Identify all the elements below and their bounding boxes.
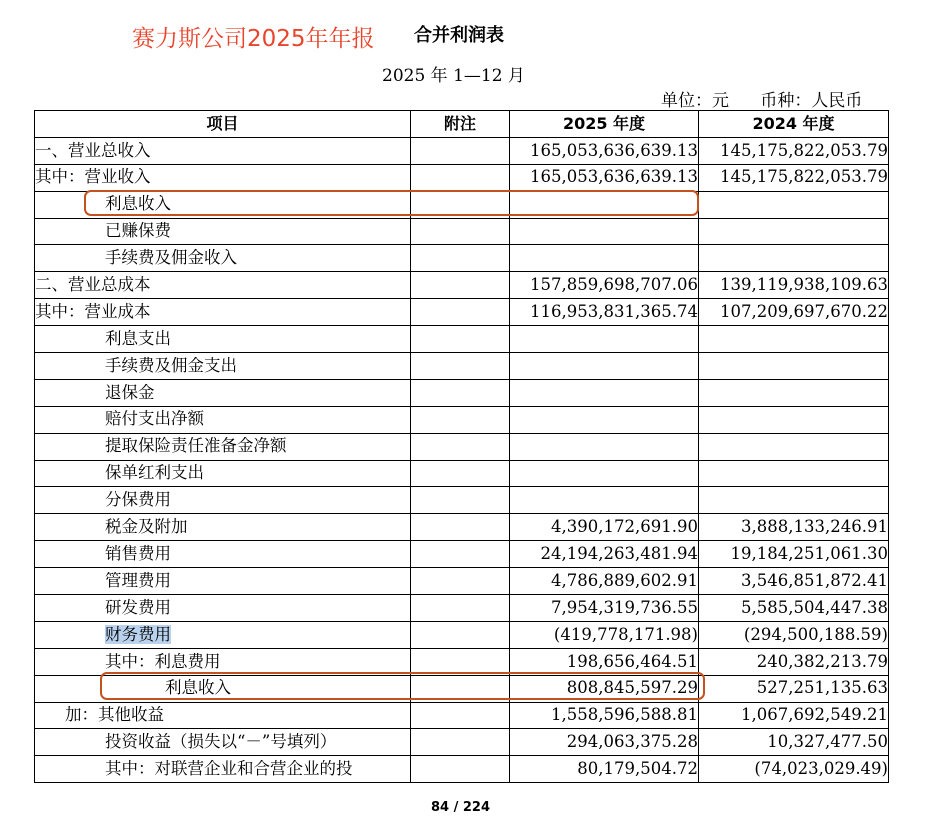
- row-value-2025: [510, 433, 699, 460]
- row-item: 二、营业总成本: [35, 272, 411, 299]
- row-value-2024: [699, 460, 889, 487]
- row-item: 利息收入: [35, 675, 411, 702]
- annotation-box-interest-income-bottom: [100, 672, 705, 700]
- table-row: [35, 514, 889, 541]
- row-value-2025: 808,845,597.29: [510, 675, 699, 702]
- row-value-2025: 294,063,375.28: [510, 729, 699, 756]
- table-row: [35, 756, 889, 783]
- row-item: 提取保险责任准备金净额: [35, 433, 411, 460]
- row-item: 其中：营业收入: [35, 164, 411, 191]
- row-value-2024: 240,382,213.79: [699, 648, 889, 675]
- row-value-2024: [699, 353, 889, 380]
- column-header-2024: 2024 年度: [699, 111, 889, 138]
- row-value-2024: [699, 379, 889, 406]
- table-row: [35, 137, 889, 164]
- row-note: [411, 137, 510, 164]
- row-note: [411, 433, 510, 460]
- row-value-2025: 4,786,889,602.91: [510, 568, 699, 595]
- page-indicator: 84 / 224: [431, 800, 491, 815]
- row-item: 投资收益（损失以“－”号填列）: [35, 729, 411, 756]
- row-value-2025: 157,859,698,707.06: [510, 272, 699, 299]
- row-note: [411, 729, 510, 756]
- row-value-2024: 19,184,251,061.30: [699, 541, 889, 568]
- row-item: 税金及附加: [35, 514, 411, 541]
- row-value-2024: [699, 406, 889, 433]
- table-row: [35, 568, 889, 595]
- row-item: 已赚保费: [35, 218, 411, 245]
- table-row: [35, 729, 889, 756]
- row-value-2025: [510, 406, 699, 433]
- table-row: [35, 299, 889, 326]
- row-value-2025: [510, 218, 699, 245]
- row-value-2025: [510, 460, 699, 487]
- row-item: 手续费及佣金支出: [35, 353, 411, 380]
- row-item: 加：其他收益: [35, 702, 411, 729]
- row-value-2024: 527,251,135.63: [699, 675, 889, 702]
- row-item: 利息支出: [35, 326, 411, 353]
- table-row: [35, 164, 889, 191]
- row-item: 利息收入: [35, 191, 411, 218]
- row-value-2024: 3,546,851,872.41: [699, 568, 889, 595]
- row-item: 保单红利支出: [35, 460, 411, 487]
- row-value-2024: [699, 487, 889, 514]
- row-note: [411, 245, 510, 272]
- row-value-2024: 1,067,692,549.21: [699, 702, 889, 729]
- row-note: [411, 460, 510, 487]
- row-value-2025: [510, 487, 699, 514]
- row-note: [411, 326, 510, 353]
- row-value-2024: 145,175,822,053.79: [699, 137, 889, 164]
- unit-currency-line: [661, 86, 866, 111]
- row-note: [411, 568, 510, 595]
- row-value-2025: [510, 379, 699, 406]
- row-value-2024: 10,327,477.50: [699, 729, 889, 756]
- row-item: 其中：营业成本: [35, 299, 411, 326]
- row-value-2025: [510, 245, 699, 272]
- row-note: [411, 164, 510, 191]
- row-value-2025: 165,053,636,639.13: [510, 137, 699, 164]
- row-item: 分保费用: [35, 487, 411, 514]
- table-row: [35, 702, 889, 729]
- row-note: [411, 621, 510, 648]
- row-value-2024: [699, 326, 889, 353]
- row-note: [411, 595, 510, 622]
- row-note: [411, 541, 510, 568]
- row-value-2024: (294,500,188.59): [699, 621, 889, 648]
- row-note: [411, 379, 510, 406]
- row-item: 管理费用: [35, 568, 411, 595]
- table-row: [35, 487, 889, 514]
- table-row: [35, 406, 889, 433]
- row-value-2025: 198,656,464.51: [510, 648, 699, 675]
- row-note: [411, 353, 510, 380]
- row-item: 研发费用: [35, 595, 411, 622]
- row-value-2024: 3,888,133,246.91: [699, 514, 889, 541]
- row-note: [411, 406, 510, 433]
- row-note: [411, 487, 510, 514]
- reporting-period: 2025 年 1—12 月: [382, 66, 525, 86]
- row-value-2025: [510, 326, 699, 353]
- column-header-note: 附注: [411, 111, 510, 138]
- table-row: [35, 272, 889, 299]
- row-value-2025: 116,953,831,365.74: [510, 299, 699, 326]
- row-value-2025: 1,558,596,588.81: [510, 702, 699, 729]
- row-item: 销售费用: [35, 541, 411, 568]
- company-report-title: 赛力斯公司2025年年报: [132, 26, 375, 52]
- row-item: 手续费及佣金收入: [35, 245, 411, 272]
- column-header-2025: 2025 年度: [510, 111, 699, 138]
- annotation-box-interest-income-top: [84, 190, 699, 216]
- row-item: 赔付支出净额: [35, 406, 411, 433]
- row-item: 退保金: [35, 379, 411, 406]
- row-value-2025: 4,390,172,691.90: [510, 514, 699, 541]
- table-row: [35, 379, 889, 406]
- row-value-2024: (74,023,029.49): [699, 756, 889, 783]
- row-note: [411, 272, 510, 299]
- row-item: 其中：对联营企业和合营企业的投: [35, 756, 411, 783]
- row-note: [411, 702, 510, 729]
- table-row: [35, 433, 889, 460]
- row-value-2024: 107,209,697,670.22: [699, 299, 889, 326]
- row-note: [411, 756, 510, 783]
- row-value-2025: [510, 353, 699, 380]
- row-note: [411, 218, 510, 245]
- table-row: [35, 541, 889, 568]
- table-row: [35, 245, 889, 272]
- table-row: [35, 353, 889, 380]
- row-value-2024: 145,175,822,053.79: [699, 164, 889, 191]
- highlighted-text: 财务费用: [105, 624, 171, 644]
- row-value-2025: 80,179,504.72: [510, 756, 699, 783]
- statement-title: 合并利润表: [414, 25, 504, 46]
- row-value-2025: 24,194,263,481.94: [510, 541, 699, 568]
- column-header-item: 项目: [35, 111, 411, 138]
- row-item: 其中：利息费用: [35, 648, 411, 675]
- table-row: [35, 218, 889, 245]
- table-header-row: [35, 111, 889, 138]
- table-row: [35, 460, 889, 487]
- row-value-2025: (419,778,171.98): [510, 621, 699, 648]
- row-value-2024: [699, 245, 889, 272]
- row-value-2024: [699, 191, 889, 218]
- row-value-2024: [699, 433, 889, 460]
- row-note: [411, 299, 510, 326]
- row-item: [35, 621, 411, 648]
- table-row: [35, 326, 889, 353]
- table-row: [35, 621, 889, 648]
- row-value-2024: 139,119,938,109.63: [699, 272, 889, 299]
- row-note: [411, 514, 510, 541]
- row-item: 一、营业总收入: [35, 137, 411, 164]
- table-row: [35, 595, 889, 622]
- currency-label: 币种：人民币: [760, 91, 863, 111]
- unit-label: 单位：元: [661, 91, 729, 111]
- row-value-2024: [699, 218, 889, 245]
- row-value-2024: 5,585,504,447.38: [699, 595, 889, 622]
- row-value-2025: 7,954,319,736.55: [510, 595, 699, 622]
- row-value-2025: 165,053,636,639.13: [510, 164, 699, 191]
